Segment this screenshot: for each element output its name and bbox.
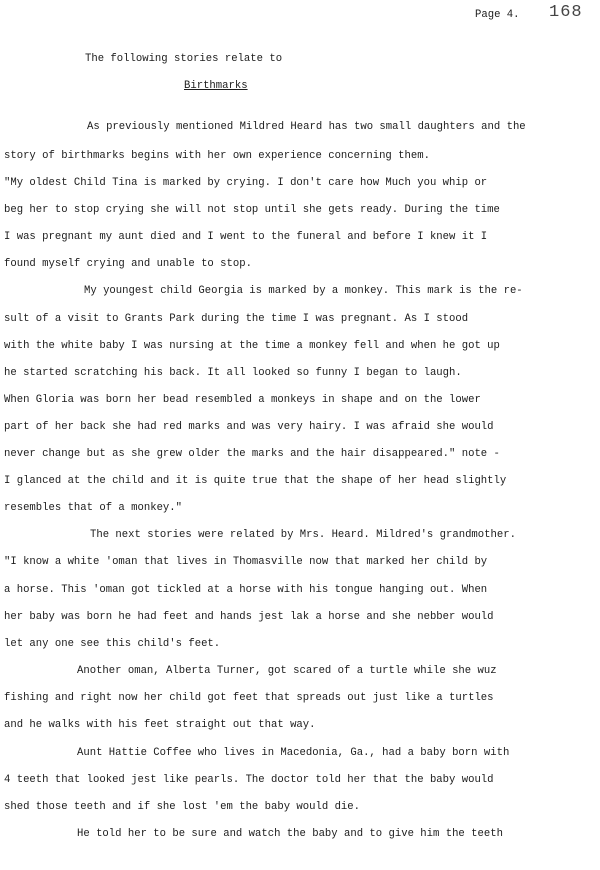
text-line: He told her to be sure and watch the baby and to give him the teeth (77, 828, 503, 840)
text-line: I glanced at the child and it is quite true that the shape of her head slightly (4, 475, 507, 487)
text-line: The next stories were related by Mrs. Heard. Mildred's grandmother. (90, 529, 516, 541)
text-line: fishing and right now her child got feet that spreads out just like a turtles (4, 692, 494, 704)
text-line: sult of a visit to Grants Park during the time I was pregnant. As I stood (4, 313, 469, 325)
text-line: Aunt Hattie Coffee who lives in Macedonia, Ga., had a baby born with (77, 747, 510, 759)
text-line: I was pregnant my aunt died and I went to the funeral and before I knew it I (4, 231, 488, 243)
text-line: "My oldest Child Tina is marked by crying. I don't care how Much you whip or (4, 177, 488, 189)
text-line: he started scratching his back. It all looked so funny I began to laugh. (4, 367, 462, 379)
text-line: never change but as she grew older the marks and the hair disappeared." note - (4, 448, 500, 460)
text-line: My youngest child Georgia is marked by a monkey. This mark is the re- (84, 285, 523, 297)
page-label: Page 4. (475, 9, 520, 21)
text-line: with the white baby I was nursing at the time a monkey fell and when he got up (4, 340, 500, 352)
text-line: As previously mentioned Mildred Heard has two small daughters and the (87, 121, 526, 133)
section-subheading: Birthmarks (184, 80, 248, 92)
text-line: beg her to stop crying she will not stop until she gets ready. During the time (4, 204, 500, 216)
text-line: and he walks with his feet straight out that way. (4, 719, 316, 731)
text-line: story of birthmarks begins with her own experience concerning them. (4, 150, 430, 162)
text-line: When Gloria was born her bead resembled a monkeys in shape and on the lower (4, 394, 481, 406)
text-line: found myself crying and unable to stop. (4, 258, 252, 270)
text-line: "I know a white 'oman that lives in Thomasville now that marked her child by (4, 556, 488, 568)
text-line: Another oman, Alberta Turner, got scared of a turtle while she wuz (77, 665, 497, 677)
section-heading: The following stories relate to (85, 53, 283, 65)
text-line: let any one see this child's feet. (4, 638, 221, 650)
text-line: shed those teeth and if she lost 'em the baby would die. (4, 801, 361, 813)
text-line: her baby was born he had feet and hands jest lak a horse and she nebber would (4, 611, 494, 623)
text-line: resembles that of a monkey." (4, 502, 183, 514)
page-number: 168 (549, 3, 583, 22)
text-line: 4 teeth that looked jest like pearls. The doctor told her that the baby would (4, 774, 494, 786)
text-line: a horse. This 'oman got tickled at a horse with his tongue hanging out. When (4, 584, 488, 596)
text-line: part of her back she had red marks and was very hairy. I was afraid she would (4, 421, 494, 433)
